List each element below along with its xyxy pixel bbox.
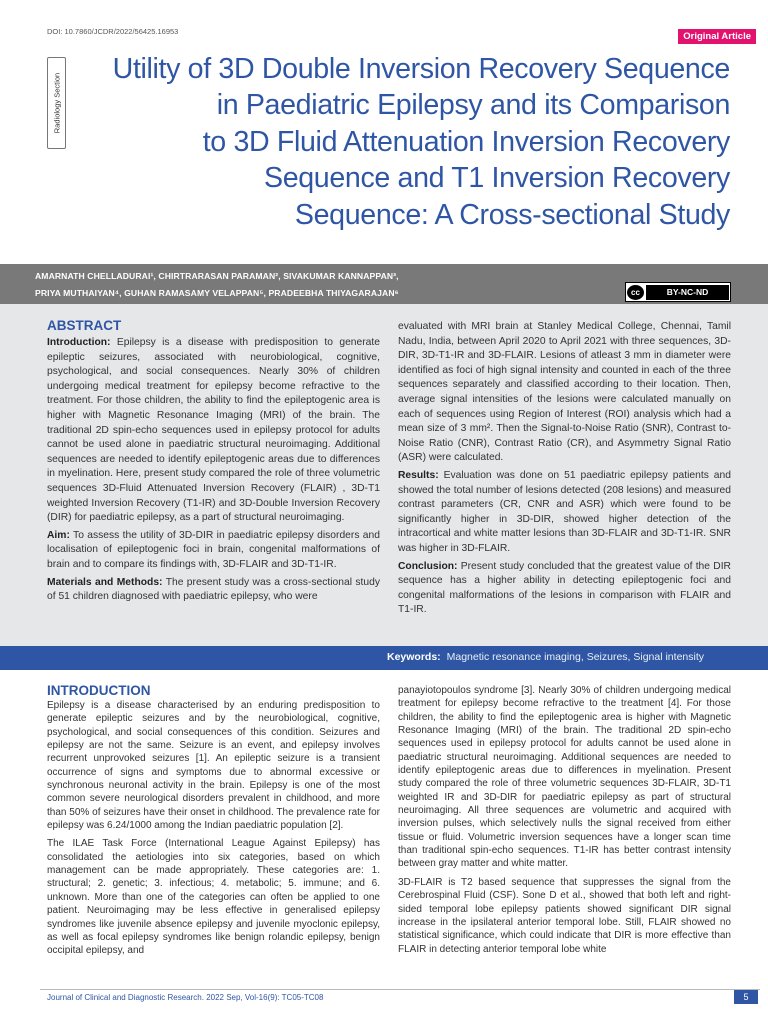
intro-paragraph: The ILAE Task Force (International League Against Epilepsy) has consolidated the aetiologies into six categories, based on which management can be made appropriately. These categories are: 1. structural; 2. genetic; 3. infectious; 4. metabolic; 5. immune; and 6. unknown. More than one of the categories can often be applied to one patient. Neuroimaging may be less effective in generalised epilepsy syndromes like juvenile absence epilepsy and juvenile myoclonic epilepsy, as well as focal epilepsy syndromes like benign rolandic epilepsy, benign occipital epilepsy, and [47, 838, 380, 957]
introduction-text: Epilepsy is a disease with predisposition to generate epileptic seizures, associated with neurobiological, cognitive, psychological, and social consequences. Nearly 30% of children undergoing medical treatment for epilepsy become refractive to the treatment. For those children, the ability to find the epileptogenic area is higher with Magnetic Resonance Imaging (MRI) of the brain. The traditional 2D spin-echo sequences used in epilepsy protocol for adults cannot be used alone in paediatric structural neuroimaging. Additional sequences are needed to identify epileptogenic areas due to differences in myelination. Here, present study compared the role of three volumetric sequences 3D-Fluid Attenuated Inversion Recovery (FLAIR) , 3D-T1 weighted Inversion Recovery (T1-IR) and 3D-Double Inversion Recovery (DIR) for paediatric epilepsy, as a part of structural neuroimaging. [47, 337, 380, 524]
footer-divider [40, 989, 760, 990]
author-line-2: PRIYA MUTHAIYAN⁴, GUHAN RAMASAMY VELAPPAN⁵, PRADEEBHA THIYAGARAJAN⁶ [35, 287, 399, 298]
results-label: Results: [398, 469, 439, 481]
author-line-1: AMARNATH CHELLADURAI¹, CHIRTRARASAN PARAMAN², SIVAKUMAR KANNAPPAN³, [35, 271, 399, 281]
page-number: 5 [734, 990, 758, 1004]
keywords [387, 651, 704, 663]
results-text: Evaluation was done on 51 paediatric epilepsy patients and showed the total number of lesions detected (208 lesions) and measured contrast parameters (CR, CNR and ASR) which were found to be significantly higher in 3D-DIR, showed higher detection of the intracortical and white matter lesions than 3D-FLAIR and 3D-T1-IR. SNR was higher in 3D-FLAIR. [398, 469, 731, 554]
article-type-badge: Original Article [678, 29, 756, 44]
intro-paragraph: Epilepsy is a disease characterised by an enduring predisposition to generate epileptic seizures and by the neurobiological, cognitive, psychological, and social consequences of this condition. Seizures and epilepsy are not the same. Seizure is an event, and epilepsy involves recurrent unprovoked seizures [1]. An epileptic seizure is a transient occurrence of signs and symptoms due to abnormal excessive or synchronous neuronal activity in the brain. Epilepsy is one of the most common severe neurological disorders prevalent in childhood, and more than 50% of seizures have their onset in childhood. The prevalence rate for epilepsy was 6.24/1000 among the Indian paediatric population [2]. [47, 700, 380, 832]
abstract-heading: ABSTRACT [47, 318, 122, 333]
conclusion-label: Conclusion: [398, 560, 458, 572]
intro-paragraph: panayiotopoulos syndrome [3]. Nearly 30% of children undergoing medical treatment for epilepsy become refractive to the treatment [4]. For those children, the ability to find the epileptogenic area is higher with Magnetic Resonance Imaging (MRI) of the brain. The traditional 2D spin-echo sequences used in epilepsy protocol for adults cannot be used alone in paediatric structural neuroimaging. Additional sequences are needed to identify epileptogenic areas due to differences in myelination. Present study compared the role of three volumetric sequences 3D-FLAIR, 3D-T1 weighted IR and 3D-DIR for paediatric epilepsy as part of structural neuroimaging. All three sequences are volumetric and acquired with inversion pulses, which selectively nulls the signal received from either tissue or fluid. Volumetric inversion sequences have a longer scan time than traditional spin-echo sequences. T1-IR has better contrast intensity between gray matter and white matter. [398, 685, 731, 870]
introduction-label: Introduction: [47, 337, 111, 348]
abstract-aim [47, 529, 380, 573]
keywords-band [0, 646, 768, 670]
abstract-methods [47, 576, 380, 605]
abstract-results [398, 469, 731, 557]
methods-text-left: The present study was a cross-sectional study of 51 children diagnosed with paediatric epilepsy, who were [47, 576, 380, 603]
methods-text-right: evaluated with MRI brain at Stanley Medical College, Chennai, Tamil Nadu, India, between April 2020 to April 2021 with three sequences, 3D-DIR, 3D-T1-IR and 3D-FLAIR. Lesions of atleast 3 mm in diameter were identified as foci of high signal intensity and counted in each of the three sequences separately and classified according to their location. Then, average signal intensities of the lesions were calculated manually on each of sequences using Region of Interest (ROI) analysis which had a mean size of 3 mm². Then the Signal-to-Noise Ratio (SNR), Contrast to-Noise Ratio (CNR), Contrast Ratio (CR), and Asymmetry Signal Ratio (ASR) were calculated. [398, 321, 731, 464]
author-list [35, 268, 399, 301]
intro-right-column [398, 684, 731, 961]
cc-license-badge[interactable] [625, 282, 731, 302]
methods-label: Materials and Methods: [47, 576, 163, 588]
intro-paragraph: 3D-FLAIR is T2 based sequence that suppresses the signal from the Cerebrospinal Fluid (CSF). Sone D et al., showed that both left and right-sided temporal lobe epilepsy patients showed significant DIR signal increase in the ipsilateral anterior temporal lobe. Still, FLAIR showed no statistical significance, which could indicate that DIR is more effective than FLAIR in detecting anterior temporal lobe white [398, 876, 731, 955]
doi-text: DOI: 10.7860/JCDR/2022/56425.16953 [47, 27, 179, 36]
abstract-left-column [47, 336, 380, 608]
cc-icon: cc [627, 285, 644, 300]
keywords-label: Keywords: [387, 651, 441, 663]
keywords-text: Magnetic resonance imaging, Seizures, Signal intensity [446, 651, 704, 663]
section-label: Radiology Section [52, 72, 61, 134]
conclusion-text: Present study concluded that the greatest value of the DIR sequence has a higher ability in detecting epileptogenic foci and congenital malformations of the lesions in comparison with FLAIR and T1-IR. [398, 560, 731, 616]
aim-label: Aim: [47, 529, 70, 541]
license-text: BY-NC-ND [646, 285, 729, 300]
introduction-heading: INTRODUCTION [47, 683, 151, 698]
abstract-introduction [47, 336, 380, 526]
abstract-conclusion [398, 560, 731, 618]
article-title: Utility of 3D Double Inversion Recovery Sequence in Paediatric Epilepsy and its Comparison to 3D Fluid Attenuation Inversion Recovery Sequence and T1 Inversion Recovery Sequence: A Cross-sectional Study [112, 53, 730, 231]
author-band [0, 264, 768, 304]
abstract-right-column [398, 320, 731, 621]
journal-citation: Journal of Clinical and Diagnostic Research. 2022 Sep, Vol-16(9): TC05-TC08 [47, 993, 324, 1002]
intro-left-column [47, 699, 380, 963]
aim-text: To assess the utility of 3D-DIR in paediatric epilepsy disorders and localisation of epileptogenic foci in brain, congenital malformations of brain and to compare its findings with, 3D-FLAIR and 3D-T1-IR. [47, 529, 380, 570]
